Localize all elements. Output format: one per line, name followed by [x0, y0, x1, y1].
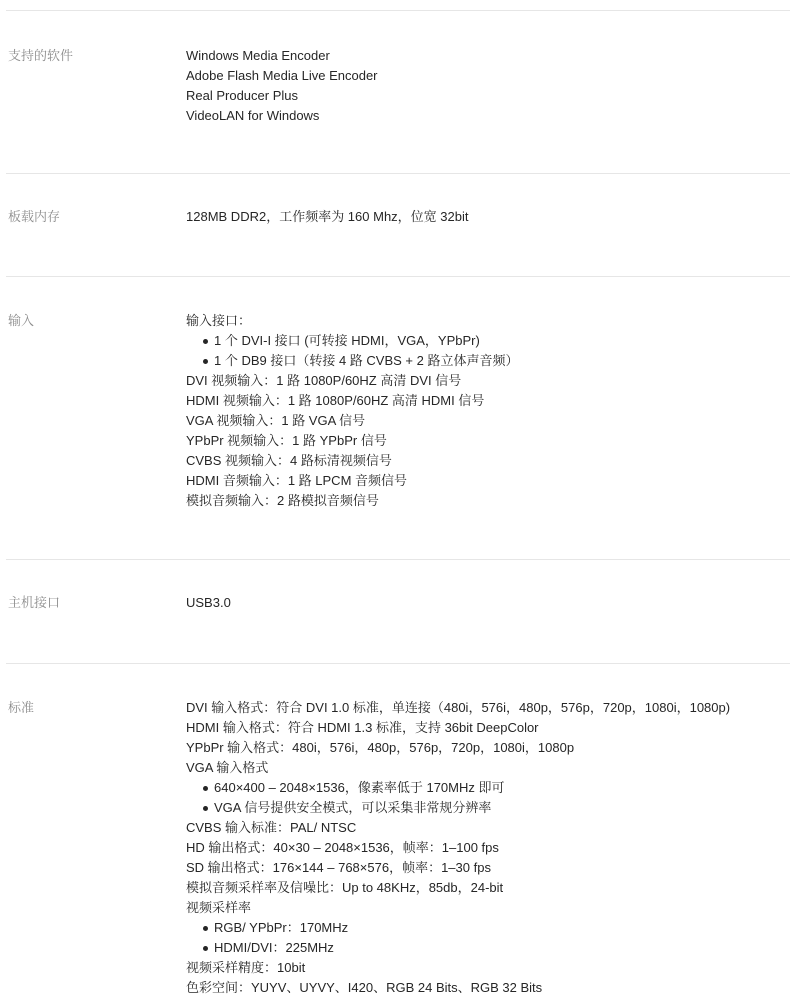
- spec-label-host: 主机接口: [8, 595, 61, 610]
- input-port-item: 1 个 DVI-I 接口 (可转接 HDMI，VGA，YPbPr): [214, 331, 790, 351]
- software-item: Windows Media Encoder: [186, 48, 330, 63]
- spec-value-memory: [186, 207, 790, 276]
- spec-label-input: 输入: [8, 313, 35, 328]
- standard-line: DVI 输入格式：符合 DVI 1.0 标准，单连接（480i，576i，480p，576p，720p，1080i，1080p): [186, 700, 731, 715]
- input-line: DVI 视频输入：1 路 1080P/60HZ 高清 DVI 信号: [186, 373, 462, 388]
- vga-format-item: 640×400 – 2048×1536，像素率低于 170MHz 即可: [214, 778, 790, 798]
- spec-row-standard: [6, 663, 790, 996]
- memory-value: 128MB DDR2，工作频率为 160 Mhz，位宽 32bit: [186, 209, 469, 224]
- input-line: HDMI 视频输入：1 路 1080P/60HZ 高清 HDMI 信号: [186, 393, 485, 408]
- input-port-item: 1 个 DB9 接口（转接 4 路 CVBS + 2 路立体声音频）: [214, 351, 790, 371]
- standard-line: SD 输出格式：176×144 – 768×576，帧率：1–30 fps: [186, 860, 491, 875]
- standard-line: VGA 输入格式: [186, 760, 269, 775]
- sample-rate-item: HDMI/DVI：225MHz: [214, 938, 790, 958]
- sample-rate-list: [186, 918, 790, 958]
- spec-value-software: [186, 46, 790, 173]
- spec-table: [6, 10, 790, 996]
- vga-format-list: [186, 778, 790, 818]
- spec-label-memory: 板载内存: [8, 209, 61, 224]
- spec-value-host: [186, 593, 790, 663]
- input-port-list: [186, 331, 790, 371]
- software-item: Adobe Flash Media Live Encoder: [186, 68, 378, 83]
- spec-value-input: [186, 311, 790, 559]
- input-line: VGA 视频输入：1 路 VGA 信号: [186, 413, 366, 428]
- spec-row-host: [6, 559, 790, 663]
- spec-label-standard: 标准: [8, 700, 35, 715]
- spec-row-input: [6, 276, 790, 559]
- spec-row-software: [6, 10, 790, 173]
- spec-row-memory: [6, 173, 790, 276]
- standard-line: HDMI 输入格式：符合 HDMI 1.3 标准，支持 36bit DeepColor: [186, 720, 539, 735]
- input-line: HDMI 音频输入：1 路 LPCM 音频信号: [186, 473, 408, 488]
- standard-line: 视频采样精度：10bit: [186, 960, 306, 975]
- sample-rate-item: RGB/ YPbPr：170MHz: [214, 918, 790, 938]
- host-value: USB3.0: [186, 595, 231, 610]
- software-item: Real Producer Plus: [186, 88, 298, 103]
- input-line: 模拟音频输入：2 路模拟音频信号: [186, 493, 379, 508]
- standard-line: CVBS 输入标准：PAL/ NTSC: [186, 820, 357, 835]
- spec-value-standard: [186, 698, 790, 996]
- spec-label-software: 支持的软件: [8, 48, 74, 63]
- input-line: CVBS 视频输入：4 路标清视频信号: [186, 453, 392, 468]
- standard-line: HD 输出格式：40×30 – 2048×1536，帧率：1–100 fps: [186, 840, 499, 855]
- standard-line: 色彩空间：YUYV、UYVY、I420、RGB 24 Bits、RGB 32 Bits: [186, 980, 543, 995]
- input-line: YPbPr 视频输入：1 路 YPbPr 信号: [186, 433, 387, 448]
- vga-format-item: VGA 信号提供安全模式，可以采集非常规分辨率: [214, 798, 790, 818]
- standard-line: 视频采样率: [186, 900, 252, 915]
- standard-line: YPbPr 输入格式：480i，576i，480p，576p，720p，1080i，1080p: [186, 740, 575, 755]
- software-item: VideoLAN for Windows: [186, 108, 320, 123]
- standard-line: 模拟音频采样率及信噪比：Up to 48KHz，85db，24-bit: [186, 880, 504, 895]
- input-intro: 输入接口：: [186, 313, 252, 328]
